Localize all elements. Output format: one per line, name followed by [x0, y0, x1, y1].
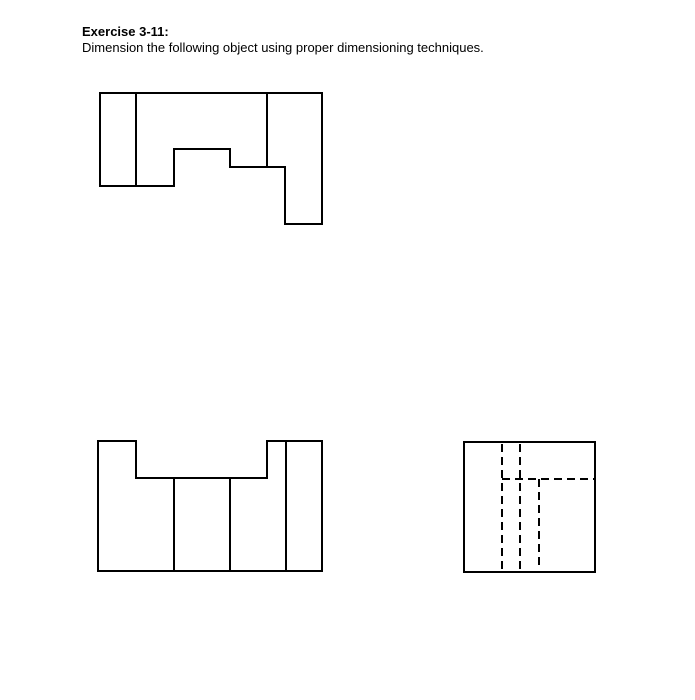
top-view [100, 93, 322, 224]
exercise-instructions: Dimension the following object using proper dimensioning techniques. [82, 40, 484, 55]
front-view [98, 441, 322, 571]
exercise-title: Exercise 3-11: [82, 24, 169, 39]
front-view-outline [98, 441, 322, 571]
side-view [464, 442, 595, 572]
side-view-outline [464, 442, 595, 572]
top-view-outline [100, 93, 322, 224]
